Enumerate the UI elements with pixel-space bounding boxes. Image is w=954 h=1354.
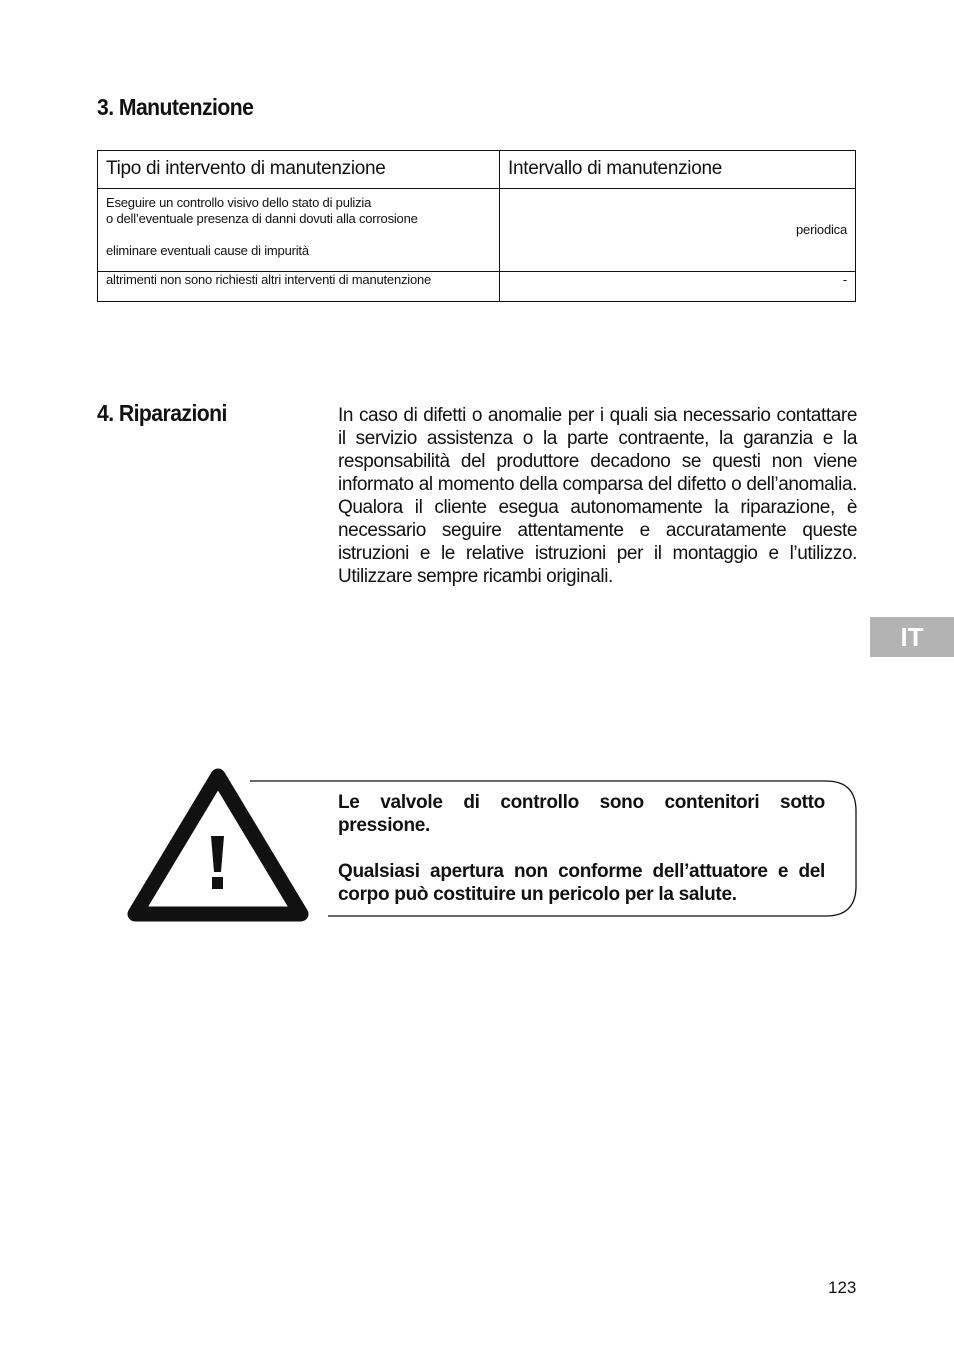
warning-text bbox=[338, 791, 825, 906]
table-cell-interval: - bbox=[500, 272, 856, 302]
intervention-line: Eseguire un controllo visivo dello stato di pulizia bbox=[106, 195, 372, 210]
warning-triangle-icon bbox=[135, 776, 301, 914]
intervention-line: eliminare eventuali cause di impurità bbox=[106, 243, 309, 258]
table-header-cell: Tipo di intervento di manutenzione bbox=[98, 151, 500, 189]
table-cell-intervention: altrimenti non sono richiesti altri interventi di manutenzione bbox=[98, 272, 500, 302]
table-header-cell: Intervallo di manutenzione bbox=[500, 151, 856, 189]
section-title-riparazioni: 4. Riparazioni bbox=[97, 400, 227, 426]
intervention-line: o dell’eventuale presenza di danni dovuti alla corrosione bbox=[106, 211, 418, 226]
section-title-manutenzione: 3. Manutenzione bbox=[97, 94, 254, 120]
warning-line-1: Le valvole di controllo sono contenitori sotto pressione. bbox=[338, 792, 825, 836]
table-cell-interval: periodica bbox=[500, 189, 856, 272]
language-tab: IT bbox=[870, 617, 954, 657]
repairs-text: In caso di difetti o anomalie per i quali sia necessario contattare il servizio assistenza o la parte contraente, la garanzia e la responsabilità del produttore decadono se questi non viene informato al momento della comparsa del difetto o dell’anomalia. Qualora il cliente esegua autonomamente la riparazione, è necessario seguire attentamente e accuratamente queste istruzioni e le relative istruzioni per il montaggio e l’utilizzo. Utilizzare sempre ricambi originali. bbox=[338, 405, 857, 587]
page-number: 123 bbox=[828, 1278, 857, 1297]
warning-line-2: Qualsiasi apertura non conforme dell’attuatore e del corpo può costituire un pericolo per la salute. bbox=[338, 861, 825, 905]
